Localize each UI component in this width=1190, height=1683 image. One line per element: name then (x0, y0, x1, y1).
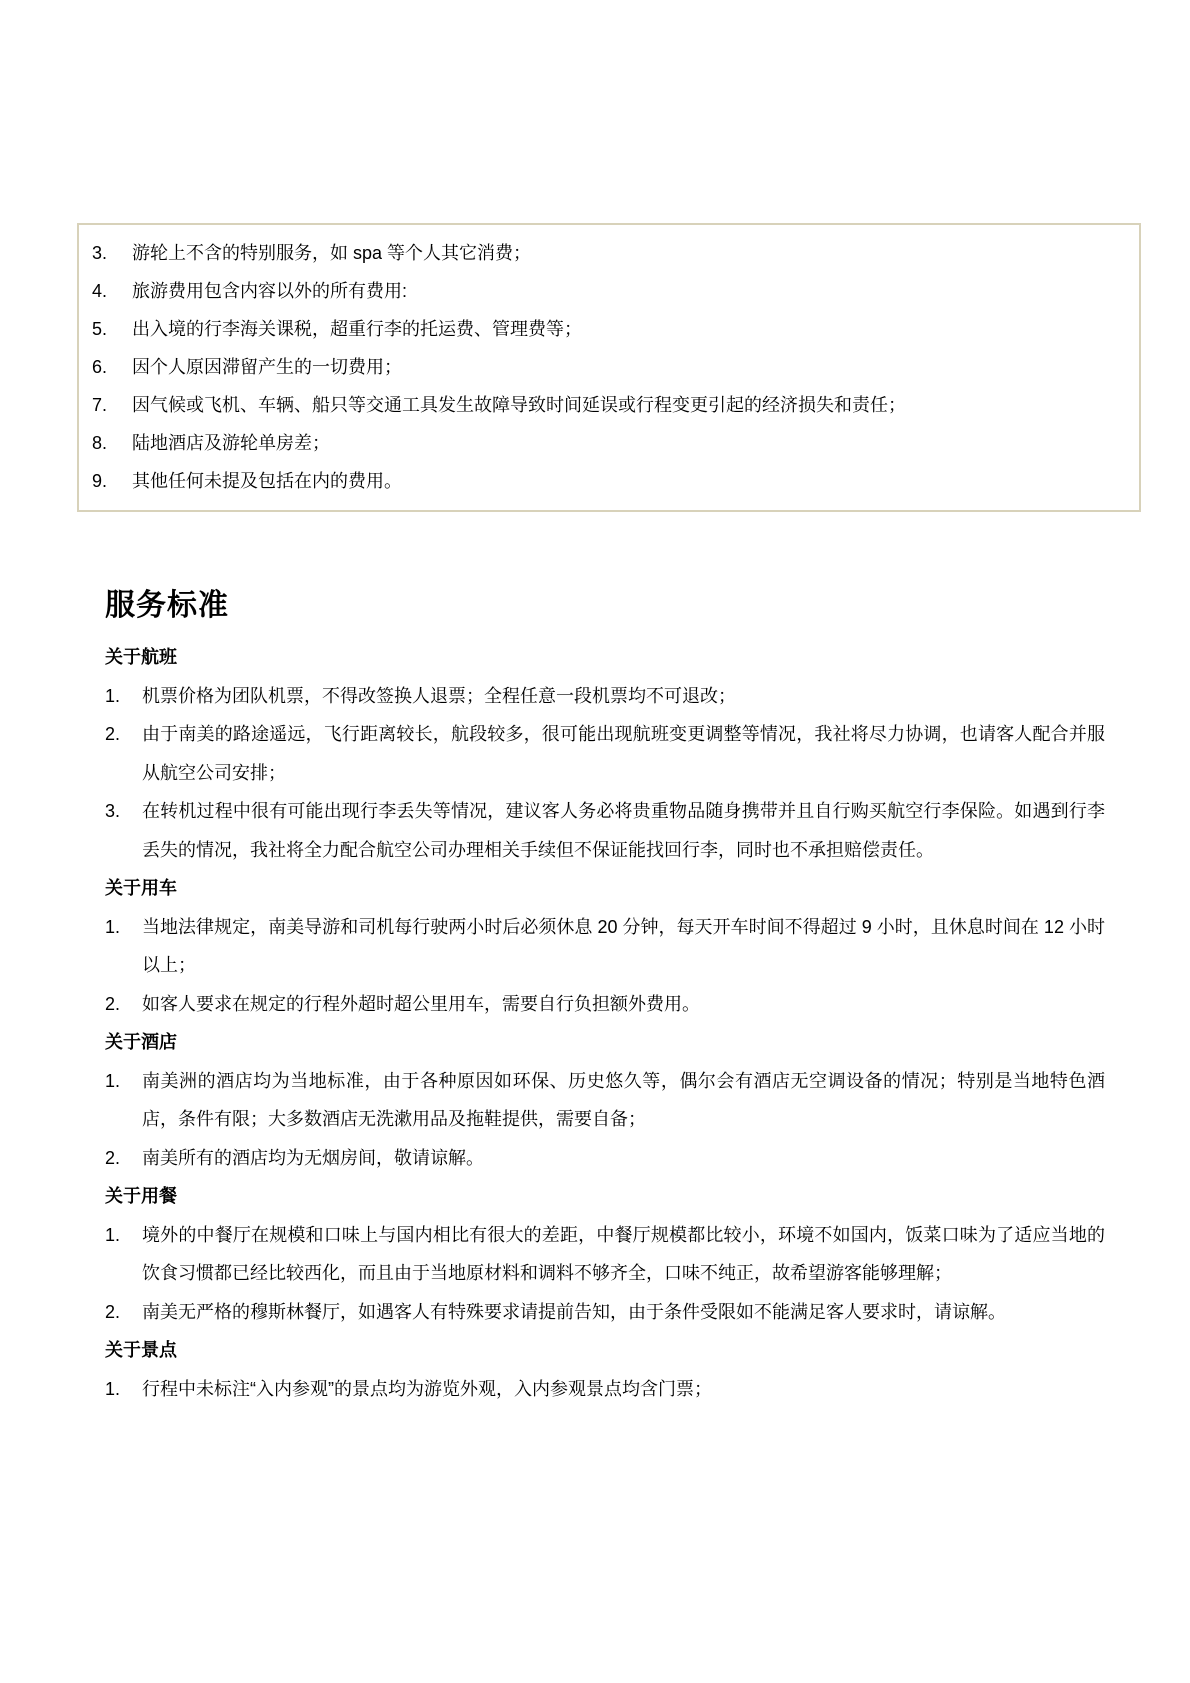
fee-exclusions-box (77, 223, 1141, 512)
list-item-number: 1. (105, 1224, 121, 1245)
page-title: 服务标准 (105, 589, 229, 622)
list-item-text: 陆地酒店及游轮单房差； (132, 433, 330, 453)
list-item-number: 1. (105, 1070, 121, 1091)
list-item (105, 677, 1105, 716)
list-item-text: 境外的中餐厅在规模和口味上与国内相比有很大的差距，中餐厅规模都比较小，环境不如国内，饭菜口味为了适应当地的饮食习惯都已经比较西化，而且由于当地原材料和调料不够齐全，口味不纯正，故希望游客能够理解； (142, 1224, 1105, 1283)
service-standards-section (105, 590, 1105, 1408)
section-heading-flights: 关于航班 (105, 647, 177, 667)
list-item-number: 2. (105, 1301, 121, 1322)
list-item-text: 在转机过程中很有可能出现行李丢失等情况，建议客人务必将贵重物品随身携带并且自行购买航空行李保险。如遇到行李丢失的情况，我社将全力配合航空公司办理相关手续但不保证能找回行李，同时也不承担赔偿责任。 (142, 801, 1105, 860)
list-item-number: 1. (105, 1378, 121, 1399)
list-item-text: 游轮上不含的特别服务，如 spa 等个人其它消费； (132, 243, 532, 263)
exclusion-item (92, 234, 1121, 272)
list-item-text: 南美所有的酒店均为无烟房间，敬请谅解。 (142, 1147, 484, 1168)
list-item-number: 8. (92, 433, 108, 453)
list-item-number: 1. (105, 685, 121, 706)
list-item-text: 机票价格为团队机票，不得改签换人退票；全程任意一段机票均不可退改； (142, 685, 736, 706)
list-item-number: 9. (92, 471, 108, 491)
list-item (105, 792, 1105, 869)
list-item-number: 3. (92, 243, 108, 263)
section-heading-attractions: 关于景点 (105, 1340, 177, 1360)
list-item-text: 南美洲的酒店均为当地标准，由于各种原因如环保、历史悠久等，偶尔会有酒店无空调设备的情况；特别是当地特色酒店，条件有限；大多数酒店无洗漱用品及拖鞋提供，需要自备； (142, 1070, 1105, 1129)
exclusion-item (92, 310, 1121, 348)
list-item-text: 当地法律规定，南美导游和司机每行驶两小时后必须休息 20 分钟，每天开车时间不得超过 9 小时，且休息时间在 12 小时以上； (142, 916, 1105, 975)
list-item (105, 1139, 1105, 1178)
list-item-text: 出入境的行李海关课税，超重行李的托运费、管理费等； (132, 319, 582, 339)
list-item (105, 1216, 1105, 1293)
list-item-text: 因个人原因滞留产生的一切费用； (132, 357, 402, 377)
list-item-text: 南美无严格的穆斯林餐厅，如遇客人有特殊要求请提前告知，由于条件受限如不能满足客人要求时，请谅解。 (142, 1301, 1006, 1322)
list-item (105, 715, 1105, 792)
list-item-text: 因气候或飞机、车辆、船只等交通工具发生故障导致时间延误或行程变更引起的经济损失和责任； (132, 395, 906, 415)
section-heading-meals: 关于用餐 (105, 1186, 177, 1206)
list-item-text: 由于南美的路途遥远，飞行距离较长，航段较多，很可能出现航班变更调整等情况，我社将尽力协调，也请客人配合并服从航空公司安排； (142, 724, 1105, 783)
list-item-text: 旅游费用包含内容以外的所有费用: (132, 281, 407, 301)
list-item-text: 行程中未标注“入内参观”的景点均为游览外观，入内参观景点均含门票； (142, 1378, 712, 1399)
list-item-number: 6. (92, 357, 108, 377)
list-item-number: 5. (92, 319, 108, 339)
list-item-number: 2. (105, 724, 121, 744)
list-item (105, 908, 1105, 985)
list-item (105, 985, 1105, 1024)
list-item (105, 1062, 1105, 1139)
list-item-number: 4. (92, 281, 108, 301)
list-item-number: 7. (92, 395, 108, 415)
exclusion-item (92, 272, 1121, 310)
list-item-number: 1. (105, 916, 121, 937)
list-item (105, 1293, 1105, 1332)
list-item-number: 3. (105, 801, 121, 821)
list-item-text: 其他任何未提及包括在内的费用。 (132, 471, 402, 491)
exclusion-item (92, 424, 1121, 462)
list-item-number: 2. (105, 993, 121, 1014)
list-item (105, 1370, 1105, 1409)
exclusion-item (92, 386, 1121, 424)
section-heading-vehicles: 关于用车 (105, 878, 177, 898)
section-heading-hotels: 关于酒店 (105, 1032, 177, 1052)
exclusion-item (92, 348, 1121, 386)
exclusion-item (92, 462, 1121, 500)
list-item-number: 2. (105, 1147, 121, 1168)
list-item-text: 如客人要求在规定的行程外超时超公里用车，需要自行负担额外费用。 (142, 993, 700, 1014)
